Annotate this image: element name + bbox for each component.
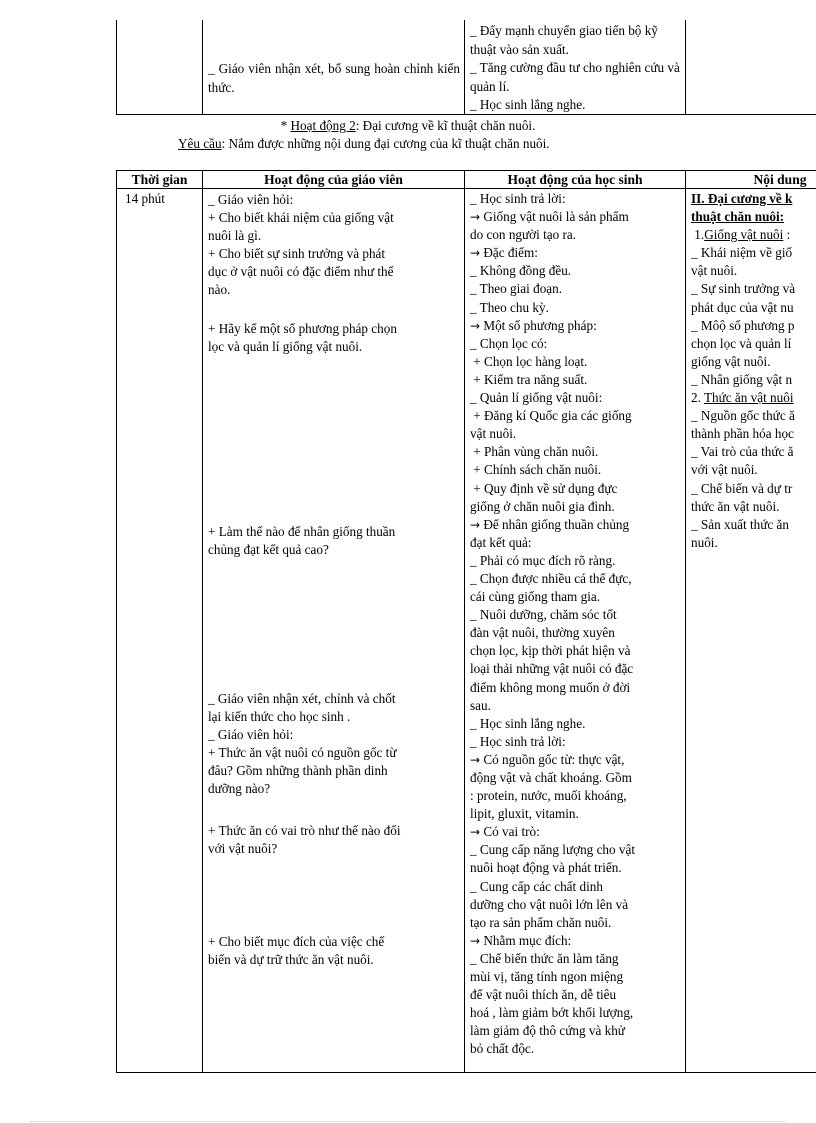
student-line: dưỡng cho vật nuôi lớn lên và: [470, 896, 629, 912]
student-line: + Quy định về sử dụng đực: [470, 480, 618, 496]
time-value: 14 phút: [125, 191, 165, 206]
student-line: đàn vật nuôi, thường xuyên: [470, 625, 615, 641]
content-line: _ Vai trò của thức ă: [691, 444, 794, 460]
teacher-line: nào.: [208, 282, 231, 298]
arrow-icon: →: [470, 210, 481, 225]
student-line: → Một số phương pháp:: [470, 317, 597, 333]
content-line: thành phần hóa học: [691, 426, 794, 442]
student-line: _ Theo giai đoạn.: [470, 281, 563, 297]
content-section-1: 1.Giống vật nuôi :: [691, 227, 791, 243]
student-line: đạt kết quả:: [470, 534, 532, 550]
top-student-line: _ Tăng cường đầu tư cho nghiên cứu và quản lí.: [470, 60, 680, 94]
activity-title: Hoạt động 2: [290, 118, 356, 133]
teacher-line: dưỡng nào?: [208, 781, 271, 797]
arrow-icon: →: [470, 825, 481, 840]
teacher-block-4: [208, 690, 397, 799]
student-line: _ Quản lí giống vật nuôi:: [470, 390, 603, 406]
activity-heading: [0, 117, 816, 135]
student-line: hoá , làm giảm bớt khối lượng,: [470, 1005, 634, 1021]
content-line: _ Môộ số phương p: [691, 317, 795, 333]
teacher-block-2: [208, 320, 397, 356]
teacher-line: biến và dự trữ thức ăn vật nuôi.: [208, 952, 374, 968]
content-line: _ Sản xuất thức ăn: [691, 516, 789, 532]
teacher-line: + Cho biết sự sinh trưởng và phát: [208, 246, 386, 262]
requirement-text: : Nắm được những nội dung đại cương của kĩ thuật chăn nuôi.: [221, 136, 550, 151]
header-student: Hoạt động của học sinh: [507, 172, 643, 187]
student-line: _ Học sinh trả lời:: [470, 733, 566, 749]
content-line: _ Nguồn gốc thức ă: [691, 408, 795, 424]
teacher-line: + Cho biết mục đích của việc chế: [208, 934, 385, 949]
student-line: điểm không mong muốn ở đời: [470, 679, 631, 695]
student-line: : protein, nước, muối khoáng,: [470, 788, 627, 804]
student-line: loại thải những vật nuôi có đặc: [470, 661, 634, 677]
student-line: vật nuôi.: [470, 426, 517, 442]
teacher-line: đâu? Gồm những thành phần dinh: [208, 763, 388, 779]
teacher-block-5: [208, 822, 401, 858]
top-teacher-text: _ Giáo viên nhận xét, bổ sung hoàn chỉnh kiến thức.: [208, 61, 460, 95]
page-bottom-divider: [30, 1121, 786, 1122]
teacher-line: với vật nuôi?: [208, 841, 278, 857]
student-line: động vật và chất khoáng. Gồm: [470, 770, 632, 785]
student-line: chọn lọc, kịp thời phát hiện và: [470, 643, 631, 659]
content-line: với vật nuôi.: [691, 462, 758, 478]
student-line: + Đăng kí Quốc gia các giống: [470, 408, 632, 424]
top-student-line: _ Đẩy mạnh chuyển giao tiến bộ kỹ thuật vào sản xuất.: [470, 23, 658, 57]
content-line: _ Nhân giống vật n: [691, 371, 793, 387]
student-line: → Giống vật nuôi là sản phẩm: [470, 209, 629, 225]
teacher-line: _ Giáo viên nhận xét, chỉnh và chốt: [208, 691, 396, 706]
teacher-line: _ Giáo viên hỏi:: [208, 192, 294, 207]
student-line: mùi vị, tăng tính ngon miệng: [470, 969, 624, 985]
teacher-block-1: [208, 191, 394, 300]
arrow-icon: →: [470, 318, 481, 333]
student-line: + Kiểm tra năng suất.: [470, 371, 588, 387]
content-cell: [691, 190, 816, 552]
content-line: vật nuôi.: [691, 263, 738, 279]
student-line: giống ở chăn nuôi gia đình.: [470, 498, 615, 514]
teacher-line: _ Giáo viên hỏi:: [208, 727, 294, 743]
student-line: tạo ra sản phẩm chăn nuôi.: [470, 914, 612, 930]
teacher-line: + Thức ăn có vai trò như thế nào đối: [208, 823, 401, 838]
teacher-line: + Cho biết khái niệm của giống vật: [208, 210, 394, 226]
header-time: Thời gian: [131, 172, 188, 187]
student-line: _ Chọn lọc có:: [470, 335, 548, 351]
content-line: nuôi.: [691, 534, 718, 550]
activity-requirement: [178, 135, 550, 153]
top-teacher-cell: [208, 60, 460, 97]
content-line: phát dục của vật nu: [691, 299, 794, 315]
activity-star: *: [280, 118, 291, 133]
student-line: cái cùng giống tham gia.: [470, 589, 601, 605]
header-content: Nội dung: [753, 172, 807, 187]
top-student-line: _ Học sinh lắng nghe.: [470, 97, 586, 112]
student-line: _ Cung cấp các chất dinh: [470, 878, 603, 894]
student-line: sau.: [470, 697, 491, 713]
content-line: giống vật nuôi.: [691, 353, 771, 369]
student-line: _ Học sinh trả lời:: [470, 191, 566, 206]
content-title: thuật chăn nuôi:: [691, 209, 785, 225]
content-title: II. Đại cương về k: [691, 191, 793, 206]
arrow-icon: →: [470, 246, 481, 261]
arrow-icon: →: [470, 933, 481, 948]
student-line: _ Không đồng đều.: [470, 263, 572, 279]
student-line: do con người tạo ra.: [470, 227, 577, 243]
header-teacher: Hoạt động của giáo viên: [264, 172, 403, 187]
student-line: + Phân vùng chăn nuôi.: [470, 444, 599, 460]
student-line: bỏ chất độc.: [470, 1041, 535, 1057]
content-line: _ Chế biến và dự tr: [691, 480, 793, 496]
student-line: _ Nuôi dưỡng, chăm sóc tốt: [470, 607, 617, 623]
teacher-line: + Hãy kể một số phương pháp chọn: [208, 321, 397, 336]
activity-title-rest: : Đại cương về kĩ thuật chăn nuôi.: [355, 118, 536, 133]
student-line: _ Cung cấp năng lượng cho vật: [470, 842, 636, 858]
teacher-block-3: [208, 523, 395, 559]
teacher-line: nuôi là gì.: [208, 228, 262, 244]
student-line: _ Chế biến thức ăn làm tăng: [470, 950, 619, 966]
top-student-cell: [470, 22, 680, 115]
student-line: + Chính sách chăn nuôi.: [470, 462, 602, 478]
content-line: _ Sự sinh trưởng và: [691, 281, 796, 297]
teacher-block-6: [208, 933, 384, 969]
student-line: → Để nhân giống thuần chủng: [470, 516, 630, 532]
teacher-line: dục ở vật nuôi có đặc điểm như thế: [208, 264, 394, 280]
teacher-line: lại kiến thức cho học sinh .: [208, 709, 351, 725]
student-line: → Đặc điểm:: [470, 245, 538, 261]
student-line: làm giảm độ thô cứng và khử: [470, 1023, 625, 1039]
student-line: _ Theo chu kỳ.: [470, 299, 549, 315]
student-line: _ Chọn được nhiều cá thể đực,: [470, 570, 632, 586]
student-line: → Có nguồn gốc từ: thực vật,: [470, 751, 625, 767]
content-line: chọn lọc và quản lí: [691, 335, 792, 351]
student-line: lipit, gluxit, vitamin.: [470, 806, 579, 822]
student-line: → Nhằm mục đích:: [470, 932, 572, 948]
teacher-line: + Thức ăn vật nuôi có nguồn gốc từ: [208, 745, 397, 761]
time-cell: [125, 190, 165, 208]
student-line: để vật nuôi thích ăn, dễ tiêu: [470, 987, 617, 1003]
arrow-icon: →: [470, 517, 481, 532]
teacher-line: chủng đạt kết quả cao?: [208, 542, 329, 558]
content-line: _ Khái niệm về giố: [691, 245, 793, 261]
student-line: nuôi hoạt động và phát triển.: [470, 860, 622, 876]
student-cell: [470, 190, 684, 1059]
content-section-2: 2. Thức ăn vật nuôi: [691, 390, 794, 406]
student-line: → Có vai trò:: [470, 824, 540, 840]
teacher-line: lọc và quản lí giống vật nuôi.: [208, 339, 363, 355]
content-line: thức ăn vật nuôi.: [691, 498, 780, 514]
requirement-label: Yêu cầu: [178, 136, 222, 151]
student-line: _ Học sinh lắng nghe.: [470, 715, 586, 731]
arrow-icon: →: [470, 752, 481, 767]
student-line: + Chọn lọc hàng loạt.: [470, 353, 588, 369]
student-line: _ Phải có mục đích rõ ràng.: [470, 552, 616, 568]
teacher-line: + Làm thế nào để nhân giống thuần: [208, 524, 396, 539]
